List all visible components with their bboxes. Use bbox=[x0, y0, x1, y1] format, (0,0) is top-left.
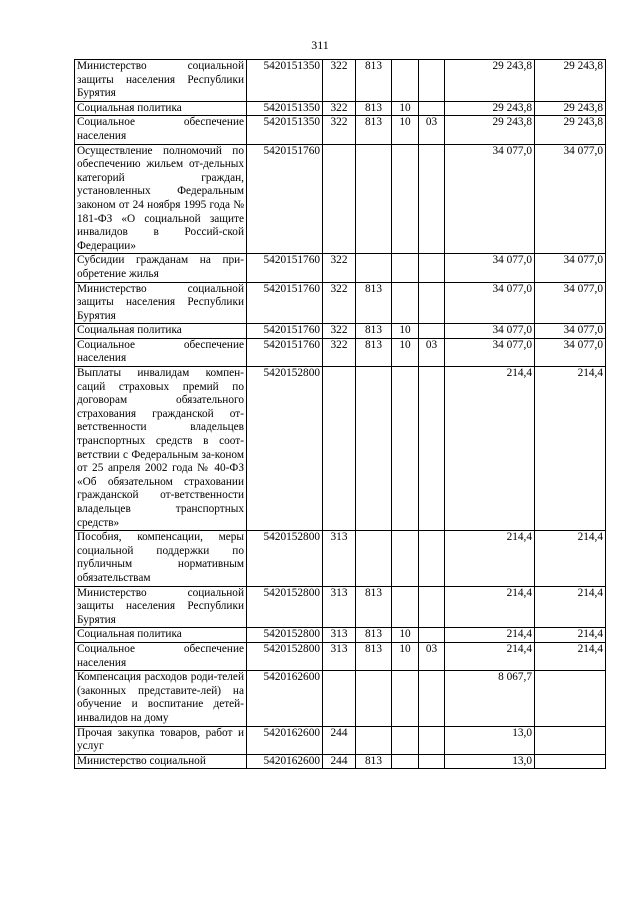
row-name-cell: Компенсация расходов роди-телей (законных представите-лей) на обучение и воспитание детей-инвалидов на дому bbox=[75, 671, 247, 726]
administrator-cell bbox=[356, 254, 392, 282]
target-article-cell: 5420152800 bbox=[247, 367, 323, 531]
target-article-cell: 5420152800 bbox=[247, 586, 323, 628]
amount-cell-1: 29 243,8 bbox=[445, 116, 535, 144]
administrator-cell: 813 bbox=[356, 642, 392, 670]
expense-type-cell: 322 bbox=[323, 101, 356, 116]
amount-cell-1: 29 243,8 bbox=[445, 101, 535, 116]
administrator-cell bbox=[356, 144, 392, 254]
amount-cell-1: 13,0 bbox=[445, 726, 535, 754]
section-cell: 10 bbox=[392, 101, 419, 116]
administrator-cell bbox=[356, 726, 392, 754]
section-cell bbox=[392, 586, 419, 628]
row-name-cell: Социальная политика bbox=[75, 628, 247, 643]
row-name-cell: Субсидии гражданам на при-обретение жилья bbox=[75, 254, 247, 282]
expense-type-cell: 322 bbox=[323, 116, 356, 144]
administrator-cell: 813 bbox=[356, 586, 392, 628]
administrator-cell bbox=[356, 671, 392, 726]
target-article-cell: 5420151760 bbox=[247, 324, 323, 339]
subsection-cell: 03 bbox=[419, 642, 445, 670]
target-article-cell: 5420151760 bbox=[247, 282, 323, 324]
subsection-cell bbox=[419, 60, 445, 102]
row-name-cell: Министерство социальной защиты населения Республики Бурятия bbox=[75, 60, 247, 102]
target-article-cell: 5420151760 bbox=[247, 338, 323, 366]
target-article-cell: 5420152800 bbox=[247, 531, 323, 586]
row-name-cell: Пособия, компенсации, меры социальной поддержки по публичным нормативным обязательствам bbox=[75, 531, 247, 586]
amount-cell-2: 29 243,8 bbox=[535, 116, 606, 144]
amount-cell-2: 29 243,8 bbox=[535, 101, 606, 116]
section-cell: 10 bbox=[392, 628, 419, 643]
administrator-cell: 813 bbox=[356, 324, 392, 339]
amount-cell-2: 214,4 bbox=[535, 367, 606, 531]
table-row bbox=[75, 726, 606, 754]
row-name-cell: Социальное обеспечение населения bbox=[75, 642, 247, 670]
amount-cell-1: 34 077,0 bbox=[445, 144, 535, 254]
table-row bbox=[75, 754, 606, 769]
table-row bbox=[75, 367, 606, 531]
subsection-cell bbox=[419, 671, 445, 726]
section-cell bbox=[392, 144, 419, 254]
expense-type-cell: 322 bbox=[323, 254, 356, 282]
expense-type-cell bbox=[323, 144, 356, 254]
page-number: 311 bbox=[311, 38, 329, 52]
target-article-cell: 5420162600 bbox=[247, 754, 323, 769]
amount-cell-2: 34 077,0 bbox=[535, 282, 606, 324]
section-cell: 10 bbox=[392, 642, 419, 670]
subsection-cell bbox=[419, 754, 445, 769]
target-article-cell: 5420152800 bbox=[247, 628, 323, 643]
amount-cell-1: 214,4 bbox=[445, 628, 535, 643]
amount-cell-1: 34 077,0 bbox=[445, 324, 535, 339]
amount-cell-2: 34 077,0 bbox=[535, 144, 606, 254]
amount-cell-2: 29 243,8 bbox=[535, 60, 606, 102]
subsection-cell bbox=[419, 628, 445, 643]
section-cell bbox=[392, 531, 419, 586]
budget-table bbox=[74, 59, 606, 769]
target-article-cell: 5420162600 bbox=[247, 671, 323, 726]
subsection-cell bbox=[419, 367, 445, 531]
section-cell: 10 bbox=[392, 116, 419, 144]
amount-cell-1: 214,4 bbox=[445, 367, 535, 531]
amount-cell-1: 13,0 bbox=[445, 754, 535, 769]
table-row bbox=[75, 628, 606, 643]
amount-cell-2: 214,4 bbox=[535, 628, 606, 643]
subsection-cell: 03 bbox=[419, 338, 445, 366]
amount-cell-2 bbox=[535, 671, 606, 726]
amount-cell-1: 34 077,0 bbox=[445, 254, 535, 282]
section-cell bbox=[392, 254, 419, 282]
expense-type-cell: 244 bbox=[323, 754, 356, 769]
expense-type-cell: 244 bbox=[323, 726, 356, 754]
subsection-cell bbox=[419, 324, 445, 339]
amount-cell-2 bbox=[535, 726, 606, 754]
target-article-cell: 5420151350 bbox=[247, 60, 323, 102]
table-row bbox=[75, 671, 606, 726]
target-article-cell: 5420151760 bbox=[247, 144, 323, 254]
target-article-cell: 5420152800 bbox=[247, 642, 323, 670]
row-name-cell: Социальное обеспечение населения bbox=[75, 338, 247, 366]
amount-cell-1: 34 077,0 bbox=[445, 282, 535, 324]
amount-cell-2: 214,4 bbox=[535, 531, 606, 586]
amount-cell-1: 29 243,8 bbox=[445, 60, 535, 102]
administrator-cell bbox=[356, 531, 392, 586]
amount-cell-1: 214,4 bbox=[445, 586, 535, 628]
amount-cell-1: 8 067,7 bbox=[445, 671, 535, 726]
administrator-cell: 813 bbox=[356, 338, 392, 366]
target-article-cell: 5420151350 bbox=[247, 101, 323, 116]
amount-cell-1: 34 077,0 bbox=[445, 338, 535, 366]
expense-type-cell: 313 bbox=[323, 628, 356, 643]
amount-cell-1: 214,4 bbox=[445, 642, 535, 670]
table-row bbox=[75, 282, 606, 324]
table-row bbox=[75, 144, 606, 254]
row-name-cell: Министерство социальной защиты населения Республики Бурятия bbox=[75, 586, 247, 628]
subsection-cell bbox=[419, 282, 445, 324]
amount-cell-2: 34 077,0 bbox=[535, 324, 606, 339]
section-cell bbox=[392, 754, 419, 769]
table-row bbox=[75, 324, 606, 339]
amount-cell-2: 34 077,0 bbox=[535, 254, 606, 282]
administrator-cell: 813 bbox=[356, 282, 392, 324]
subsection-cell: 03 bbox=[419, 116, 445, 144]
subsection-cell bbox=[419, 144, 445, 254]
administrator-cell: 813 bbox=[356, 60, 392, 102]
section-cell: 10 bbox=[392, 338, 419, 366]
expense-type-cell: 313 bbox=[323, 531, 356, 586]
expense-type-cell bbox=[323, 367, 356, 531]
amount-cell-2: 214,4 bbox=[535, 642, 606, 670]
expense-type-cell: 322 bbox=[323, 338, 356, 366]
row-name-cell: Прочая закупка товаров, работ и услуг bbox=[75, 726, 247, 754]
table-row bbox=[75, 254, 606, 282]
administrator-cell: 813 bbox=[356, 116, 392, 144]
table-row bbox=[75, 338, 606, 366]
subsection-cell bbox=[419, 254, 445, 282]
subsection-cell bbox=[419, 726, 445, 754]
administrator-cell: 813 bbox=[356, 754, 392, 769]
table-row bbox=[75, 642, 606, 670]
expense-type-cell: 313 bbox=[323, 642, 356, 670]
section-cell bbox=[392, 726, 419, 754]
table-body bbox=[75, 60, 606, 769]
table-row bbox=[75, 116, 606, 144]
table-row bbox=[75, 101, 606, 116]
amount-cell-1: 214,4 bbox=[445, 531, 535, 586]
administrator-cell: 813 bbox=[356, 628, 392, 643]
row-name-cell: Социальное обеспечение населения bbox=[75, 116, 247, 144]
section-cell: 10 bbox=[392, 324, 419, 339]
amount-cell-2 bbox=[535, 754, 606, 769]
section-cell bbox=[392, 282, 419, 324]
amount-cell-2: 34 077,0 bbox=[535, 338, 606, 366]
row-name-cell: Социальная политика bbox=[75, 101, 247, 116]
target-article-cell: 5420151350 bbox=[247, 116, 323, 144]
row-name-cell: Министерство социальной bbox=[75, 754, 247, 769]
table-row bbox=[75, 531, 606, 586]
expense-type-cell bbox=[323, 671, 356, 726]
table-row bbox=[75, 60, 606, 102]
administrator-cell: 813 bbox=[356, 101, 392, 116]
section-cell bbox=[392, 671, 419, 726]
expense-type-cell: 322 bbox=[323, 324, 356, 339]
section-cell bbox=[392, 367, 419, 531]
row-name-cell: Осуществление полномочий по обеспечению жильем от-дельных категорий граждан, установленных Федеральным законом от 24 ноября 1995 года № 181-ФЗ «О социальной защите инвалидов в Россий-ской Федерации» bbox=[75, 144, 247, 254]
subsection-cell bbox=[419, 531, 445, 586]
row-name-cell: Министерство социальной защиты населения Республики Бурятия bbox=[75, 282, 247, 324]
section-cell bbox=[392, 60, 419, 102]
row-name-cell: Социальная политика bbox=[75, 324, 247, 339]
expense-type-cell: 322 bbox=[323, 60, 356, 102]
subsection-cell bbox=[419, 586, 445, 628]
administrator-cell bbox=[356, 367, 392, 531]
expense-type-cell: 322 bbox=[323, 282, 356, 324]
table-row bbox=[75, 586, 606, 628]
row-name-cell: Выплаты инвалидам компен-саций страховых премий по договорам обязательного страхования гражданской от-ветственности владельцев транспортных средств в соот-ветствии с Федеральным за-коном от 25 апреля 2002 года № 40-ФЗ «Об обязательном страховании гражданской от-ветственности владельцев транспортных средств» bbox=[75, 367, 247, 531]
amount-cell-2: 214,4 bbox=[535, 586, 606, 628]
expense-type-cell: 313 bbox=[323, 586, 356, 628]
subsection-cell bbox=[419, 101, 445, 116]
target-article-cell: 5420151760 bbox=[247, 254, 323, 282]
target-article-cell: 5420162600 bbox=[247, 726, 323, 754]
